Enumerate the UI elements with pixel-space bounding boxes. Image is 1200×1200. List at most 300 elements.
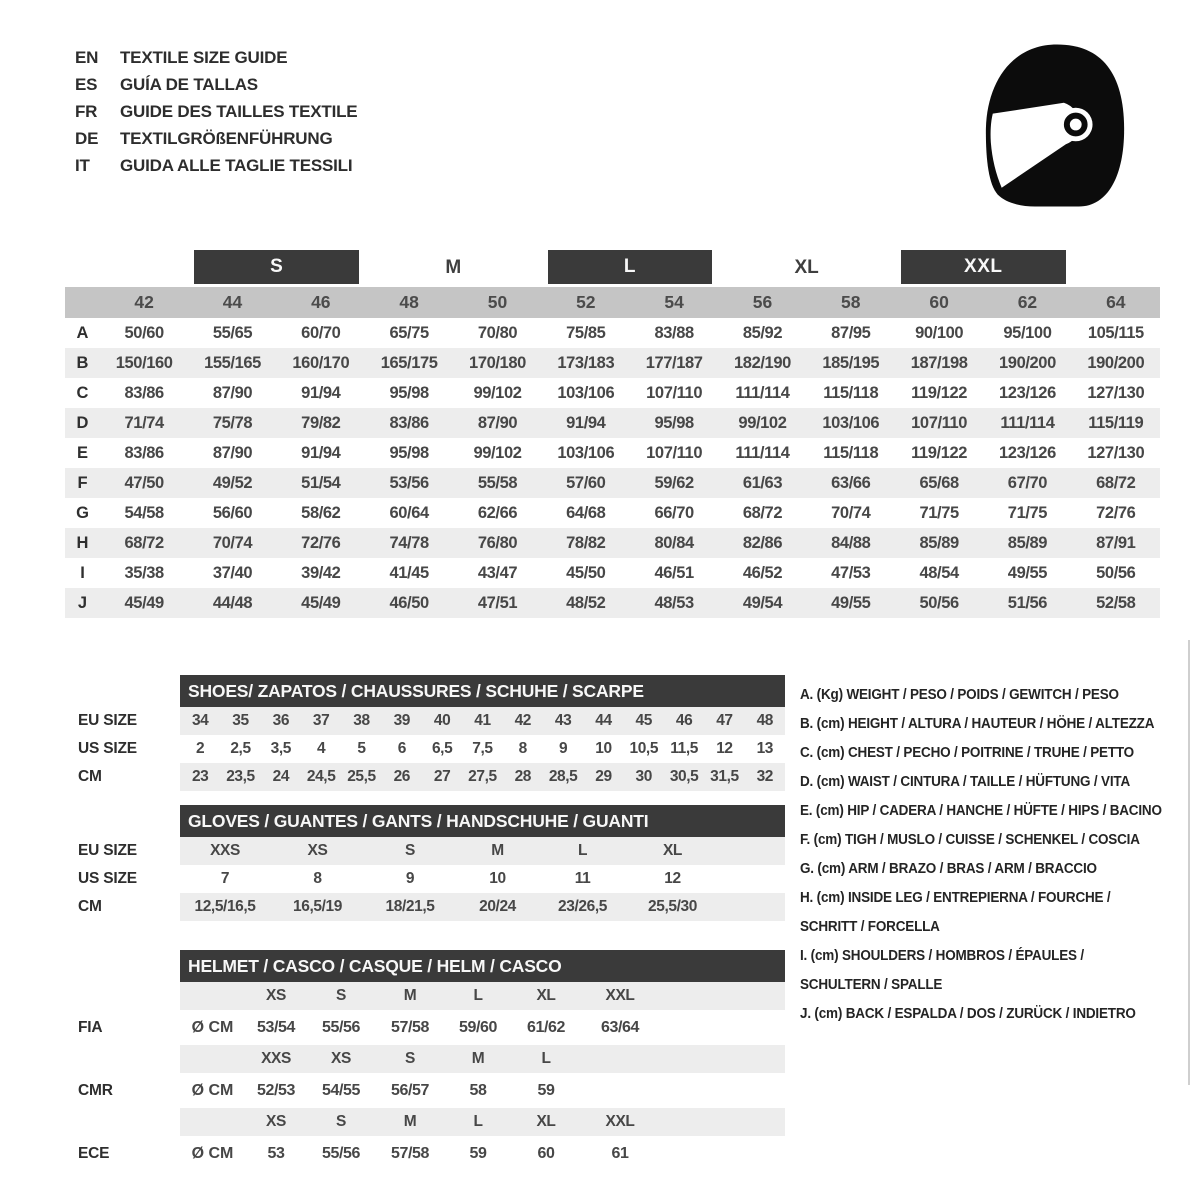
size-value-cell: 82/86 — [742, 533, 783, 552]
size-value-cell: 44/48 — [212, 593, 253, 612]
helmet-size-label: M — [403, 1113, 417, 1130]
size-value-cell: 72/76 — [301, 533, 341, 552]
shoes-value-cell: 6,5 — [431, 740, 453, 757]
gloves-value-cell: L — [577, 842, 588, 859]
size-group-L — [542, 250, 719, 287]
size-value-cell: 51/56 — [1007, 593, 1048, 612]
size-value-cell: 46/52 — [742, 563, 783, 582]
size-number: 46 — [277, 287, 365, 318]
helmet-table — [180, 982, 785, 1171]
size-value-cell: 53/56 — [389, 473, 429, 492]
helmet-title-bar: HELMET / CASCO / CASQUE / HELM / CASCO — [180, 950, 785, 982]
shoes-row-label: EU SIZE — [78, 712, 137, 729]
shoes-value-cell: 38 — [353, 712, 370, 729]
size-value-cell: 95/98 — [389, 383, 429, 402]
shoes-value-cell: 13 — [756, 740, 774, 757]
shoes-title-bar: SHOES/ ZAPATOS / CHAUSSURES / SCHUHE / SCARPE — [180, 675, 785, 707]
size-number: 56 — [718, 287, 806, 318]
size-number: 42 — [100, 287, 188, 318]
shoes-value-cell: 27,5 — [468, 768, 497, 785]
size-value-cell: 107/110 — [646, 443, 703, 462]
helmet-values-row-fia — [180, 1010, 785, 1045]
size-value-cell: 58/62 — [301, 503, 341, 522]
measurement-row-F — [65, 468, 1160, 498]
helmet-size-label: XL — [536, 987, 556, 1004]
size-value-cell: 95/98 — [389, 443, 429, 462]
shoes-value-cell: 25,5 — [347, 768, 376, 785]
gloves-value-cell: XXS — [210, 842, 240, 859]
gloves-row-label: EU SIZE — [78, 842, 137, 859]
language-row — [75, 152, 357, 179]
language-row — [75, 98, 357, 125]
shoes-value-cell: 28 — [514, 768, 532, 785]
shoes-value-cell: 6 — [397, 740, 406, 757]
row-letter: J — [77, 593, 88, 612]
shoes-value-cell: 28,5 — [548, 768, 578, 785]
size-number: 58 — [807, 287, 895, 318]
shoes-row-label: US SIZE — [78, 740, 137, 757]
row-letter: C — [76, 383, 89, 402]
measurement-row-D — [65, 408, 1160, 438]
size-value-cell: 45/50 — [566, 563, 606, 582]
measurement-row-I — [65, 558, 1160, 588]
language-code: EN — [75, 48, 99, 67]
shoes-value-cell: 30,5 — [669, 768, 699, 785]
size-value-cell: 119/122 — [911, 443, 968, 462]
size-value-cell: 95/100 — [1003, 323, 1052, 342]
size-value-cell: 91/94 — [566, 413, 606, 432]
language-title: TEXTILE SIZE GUIDE — [120, 48, 288, 67]
shoes-row-eu-size — [180, 707, 785, 735]
gloves-row-eu-size — [180, 837, 785, 865]
size-value-cell: 60/70 — [301, 323, 341, 342]
helmet-filler-cell — [659, 1010, 785, 1045]
legend-item — [800, 797, 1198, 826]
size-value-cell: 70/74 — [831, 503, 871, 522]
helmet-sizes-row-fia — [180, 982, 785, 1010]
gloves-row-cm — [180, 893, 785, 921]
size-value-cell: 49/55 — [831, 593, 871, 612]
size-value-cell: 111/114 — [1000, 413, 1055, 432]
gloves-value-cell: 10 — [489, 870, 506, 887]
legend-line: B. (cm) HEIGHT / ALTURA / HAUTEUR / HÖHE / ALTEZZA — [800, 716, 1155, 732]
shoes-value-cell: 30 — [635, 768, 652, 785]
helmet-size-label: XXL — [605, 987, 635, 1004]
helmet-size-label: XXL — [605, 1113, 635, 1130]
shoes-value-cell: 3,5 — [270, 740, 291, 757]
measurement-row-E — [65, 438, 1160, 468]
shoes-value-cell: 2,5 — [230, 740, 251, 757]
language-code: IT — [75, 156, 90, 175]
shoes-value-cell: 46 — [675, 712, 693, 729]
shoes-value-cell: 39 — [393, 712, 411, 729]
size-value-cell: 60/64 — [389, 503, 429, 522]
helmet-filler-cell — [659, 1045, 785, 1073]
size-value-cell: 55/58 — [477, 473, 518, 492]
gloves-row-us-size — [180, 865, 785, 893]
size-value-cell: 127/130 — [1087, 383, 1145, 402]
gloves-value-cell: XS — [307, 842, 328, 859]
size-value-cell: 67/70 — [1007, 473, 1048, 492]
helmet-unit-label: Ø CM — [180, 1010, 245, 1045]
gloves-row-label: CM — [78, 898, 102, 915]
helmet-value-cell: 53 — [245, 1136, 307, 1171]
gloves-value-cell: 16,5/19 — [293, 898, 342, 915]
size-group-S — [188, 250, 365, 287]
size-value-cell: 48/52 — [566, 593, 606, 612]
size-value-cell: 65/68 — [919, 473, 959, 492]
size-value-cell: 61/63 — [742, 473, 783, 492]
helmet-value-cell: 54/55 — [307, 1073, 375, 1108]
helmet-value-cell: 59 — [445, 1136, 511, 1171]
helmet-values-row-cmr — [180, 1073, 785, 1108]
helmet-filler-cell — [659, 1108, 785, 1136]
shoes-value-cell: 48 — [756, 712, 774, 729]
shoes-value-cell: 26 — [393, 768, 411, 785]
size-value-cell: 99/102 — [738, 413, 787, 432]
size-value-cell: 80/84 — [654, 533, 694, 552]
size-value-cell: 70/80 — [477, 323, 518, 342]
size-value-cell: 59/62 — [654, 473, 694, 492]
helmet-filler-cell — [659, 1073, 785, 1108]
size-number: 48 — [365, 287, 453, 318]
helmet-size-label: XS — [266, 987, 286, 1004]
size-value-cell: 45/49 — [124, 593, 164, 612]
gloves-table — [180, 837, 785, 921]
legend-line: SCHRITT / FORCELLA — [800, 919, 940, 935]
gloves-row-label: US SIZE — [78, 870, 137, 887]
shoes-value-cell: 29 — [595, 768, 612, 785]
row-letter: F — [77, 473, 88, 492]
gloves-value-cell: 23/26,5 — [558, 898, 607, 915]
measurement-row-A — [65, 318, 1160, 348]
size-value-cell: 85/89 — [1007, 533, 1048, 552]
size-value-cell: 46/51 — [654, 563, 694, 582]
helmet-size-label: L — [473, 1113, 483, 1130]
gloves-value-cell: XL — [662, 842, 682, 859]
helmet-value-cell: 52/53 — [245, 1073, 307, 1108]
shoes-value-cell: 2 — [196, 740, 205, 757]
helmet-sizes-row-cmr — [180, 1045, 785, 1073]
helmet-size-label: XS — [266, 1113, 286, 1130]
size-value-cell: 111/114 — [735, 383, 790, 402]
size-value-cell: 41/45 — [389, 563, 429, 582]
language-code: DE — [75, 129, 99, 148]
size-number: 64 — [1072, 287, 1160, 318]
size-value-cell: 65/75 — [389, 323, 429, 342]
size-value-cell: 91/94 — [301, 383, 341, 402]
helmet-size-label: M — [403, 987, 417, 1004]
shoes-value-cell: 23 — [191, 768, 209, 785]
size-value-cell: 115/118 — [823, 383, 879, 402]
shoes-value-cell: 9 — [559, 740, 568, 757]
helmet-value-cell: 56/57 — [375, 1073, 445, 1108]
size-value-cell: 103/106 — [557, 443, 615, 462]
shoes-row-cm — [180, 763, 785, 791]
shoes-value-cell: 23,5 — [226, 768, 255, 785]
size-value-cell: 50/60 — [124, 323, 164, 342]
row-letter: A — [76, 323, 89, 342]
helmet-value-cell: 53/54 — [245, 1010, 307, 1045]
measurement-row-J — [65, 588, 1160, 618]
shoes-value-cell: 10 — [595, 740, 612, 757]
size-number: 62 — [983, 287, 1071, 318]
size-value-cell: 47/50 — [124, 473, 164, 492]
language-row — [75, 71, 357, 98]
size-value-cell: 190/200 — [999, 353, 1056, 372]
size-value-cell: 99/102 — [473, 383, 522, 402]
legend-line: I. (cm) SHOULDERS / HOMBROS / ÉPAULES / — [800, 948, 1084, 964]
size-value-cell: 87/95 — [831, 323, 871, 342]
row-letter: B — [76, 353, 89, 372]
size-value-cell: 83/86 — [389, 413, 429, 432]
size-group-XXL — [895, 250, 1072, 287]
size-value-cell: 43/47 — [477, 563, 518, 582]
size-value-cell: 50/56 — [1096, 563, 1136, 582]
size-value-cell: 177/187 — [645, 353, 703, 372]
row-letter: I — [80, 563, 85, 582]
size-number: 50 — [453, 287, 541, 318]
size-value-cell: 165/175 — [380, 353, 438, 372]
size-value-cell: 115/119 — [1088, 413, 1144, 432]
size-value-cell: 63/66 — [831, 473, 871, 492]
row-letter: H — [76, 533, 89, 552]
helmet-values-row-ece — [180, 1136, 785, 1171]
helmet-value-cell: 57/58 — [375, 1010, 445, 1045]
shoes-value-cell: 31,5 — [710, 768, 739, 785]
shoes-value-cell: 12 — [716, 740, 733, 757]
helmet-size-label: S — [336, 987, 346, 1004]
legend-line: J. (cm) BACK / ESPALDA / DOS / ZURÜCK / INDIETRO — [800, 1006, 1136, 1022]
size-value-cell: 103/106 — [557, 383, 615, 402]
shoes-value-cell: 37 — [312, 712, 330, 729]
size-value-cell: 85/92 — [742, 323, 783, 342]
helmet-value-cell: 59 — [511, 1073, 581, 1108]
size-value-cell: 66/70 — [654, 503, 694, 522]
helmet-value-cell: 63/64 — [581, 1010, 659, 1045]
size-value-cell: 47/53 — [831, 563, 871, 582]
measurement-row-C — [65, 378, 1160, 408]
size-group-box: S — [194, 250, 359, 284]
language-title: TEXTILGRÖßENFÜHRUNG — [120, 129, 333, 148]
legend-item — [800, 739, 1198, 768]
size-value-cell: 87/90 — [212, 443, 253, 462]
size-value-cell: 85/89 — [919, 533, 959, 552]
size-value-cell: 68/72 — [1096, 473, 1136, 492]
size-value-cell: 107/110 — [646, 383, 703, 402]
helmet-value-cell: 58 — [445, 1073, 511, 1108]
helmet-size-label: S — [405, 1050, 415, 1067]
size-value-cell: 123/126 — [999, 443, 1056, 462]
gloves-value-cell: 20/24 — [479, 898, 516, 915]
size-value-cell: 90/100 — [915, 323, 964, 342]
size-value-cell: 155/165 — [204, 353, 261, 372]
shoes-value-cell: 44 — [595, 712, 612, 729]
helmet-standard-label-cmr: CMR — [78, 1082, 113, 1099]
size-value-cell: 54/58 — [124, 503, 164, 522]
band-spacer — [65, 287, 100, 318]
gloves-filler-cell — [720, 893, 785, 921]
size-value-cell: 87/90 — [477, 413, 518, 432]
shoes-value-cell: 11,5 — [670, 740, 698, 757]
helmet-standard-label-ece: ECE — [78, 1145, 110, 1162]
legend-line: A. (Kg) WEIGHT / PESO / POIDS / GEWITCH / PESO — [800, 687, 1119, 703]
shoes-value-cell: 36 — [272, 712, 290, 729]
size-value-cell: 35/38 — [124, 563, 164, 582]
language-title: GUIDA ALLE TAGLIE TESSILI — [120, 156, 353, 175]
racing-helmet-icon — [976, 38, 1134, 212]
size-value-cell: 76/80 — [477, 533, 518, 552]
size-value-cell: 95/98 — [654, 413, 694, 432]
size-number: 54 — [630, 287, 718, 318]
size-value-cell: 46/50 — [389, 593, 429, 612]
legend-line: C. (cm) CHEST / PECHO / POITRINE / TRUHE / PETTO — [800, 745, 1134, 761]
helmet-sizes-row-ece — [180, 1108, 785, 1136]
size-value-cell: 105/115 — [1087, 323, 1144, 342]
right-border-line — [1188, 640, 1190, 1085]
size-value-cell: 50/56 — [919, 593, 959, 612]
legend-item — [800, 884, 1198, 942]
size-value-cell: 187/198 — [910, 353, 968, 372]
size-value-cell: 48/53 — [654, 593, 694, 612]
language-row — [75, 125, 357, 152]
size-value-cell: 83/86 — [124, 443, 164, 462]
size-number: 52 — [542, 287, 630, 318]
language-title: GUÍA DE TALLAS — [120, 75, 258, 94]
size-value-cell: 49/52 — [212, 473, 253, 492]
shoes-value-cell: 24,5 — [306, 768, 336, 785]
size-group-label: XL — [794, 257, 819, 278]
gloves-value-cell: 12,5/16,5 — [194, 898, 256, 915]
size-value-cell: 103/106 — [822, 413, 880, 432]
size-value-cell: 99/102 — [473, 443, 522, 462]
size-group-label: M — [445, 257, 462, 278]
size-value-cell: 84/88 — [831, 533, 871, 552]
shoes-value-cell: 40 — [433, 712, 451, 729]
measurement-row-H — [65, 528, 1160, 558]
shoes-row-label: CM — [78, 768, 102, 785]
helmet-size-label: L — [473, 987, 483, 1004]
legend-line: SCHULTERN / SPALLE — [800, 977, 943, 993]
gloves-value-cell: 9 — [405, 870, 415, 887]
helmet-value-cell — [581, 1073, 659, 1108]
legend-item — [800, 1000, 1198, 1029]
helmet-unit-label: Ø CM — [180, 1136, 245, 1171]
helmet-sizes-spacer — [180, 1045, 245, 1073]
shoes-value-cell: 24 — [272, 768, 290, 785]
helmet-value-cell: 57/58 — [375, 1136, 445, 1171]
size-value-cell: 52/58 — [1096, 593, 1136, 612]
size-group-box: L — [548, 250, 713, 284]
size-value-cell: 83/86 — [124, 383, 164, 402]
shoes-value-cell: 8 — [518, 740, 527, 757]
gloves-value-cell: 25,5/30 — [648, 898, 697, 915]
shoes-value-cell: 35 — [232, 712, 249, 729]
size-value-cell: 75/78 — [212, 413, 253, 432]
helmet-value-cell: 61 — [581, 1136, 659, 1171]
measurement-row-B — [65, 348, 1160, 378]
shoes-value-cell: 4 — [317, 740, 326, 757]
shoes-value-cell: 7,5 — [472, 740, 493, 757]
legend-line: D. (cm) WAIST / CINTURA / TAILLE / HÜFTUNG / VITA — [800, 774, 1131, 790]
size-value-cell: 68/72 — [742, 503, 783, 522]
size-value-cell: 74/78 — [389, 533, 429, 552]
size-value-cell: 75/85 — [566, 323, 606, 342]
size-value-cell: 127/130 — [1087, 443, 1145, 462]
shoes-value-cell: 45 — [635, 712, 652, 729]
size-value-cell: 39/42 — [301, 563, 341, 582]
size-value-cell: 71/74 — [124, 413, 164, 432]
shoes-table — [180, 707, 785, 791]
helmet-filler-cell — [659, 1136, 785, 1171]
size-value-cell: 71/75 — [1007, 503, 1048, 522]
helmet-size-label: XL — [536, 1113, 556, 1130]
size-value-cell: 49/54 — [742, 593, 783, 612]
helmet-size-label: XS — [331, 1050, 351, 1067]
helmet-size-label: XXS — [261, 1050, 291, 1067]
size-number: 60 — [895, 287, 983, 318]
size-value-cell: 56/60 — [212, 503, 253, 522]
legend-line: F. (cm) TIGH / MUSLO / CUISSE / SCHENKEL / COSCIA — [800, 832, 1140, 848]
helmet-standard-label-fia: FIA — [78, 1019, 103, 1036]
size-value-cell: 45/49 — [301, 593, 341, 612]
size-value-cell: 37/40 — [212, 563, 253, 582]
gloves-value-cell: M — [491, 842, 504, 859]
size-value-cell: 64/68 — [566, 503, 606, 522]
row-letter: D — [76, 413, 89, 432]
legend-item — [800, 768, 1198, 797]
measurement-legend — [800, 681, 1198, 1029]
size-value-cell: 185/195 — [822, 353, 880, 372]
size-value-cell: 115/118 — [823, 443, 879, 462]
size-number: 44 — [188, 287, 276, 318]
size-value-cell: 49/55 — [1007, 563, 1048, 582]
size-group-box: XXL — [901, 250, 1066, 284]
size-value-cell: 47/51 — [477, 593, 518, 612]
legend-line: G. (cm) ARM / BRAZO / BRAS / ARM / BRACCIO — [800, 861, 1097, 877]
size-value-cell: 87/90 — [212, 383, 253, 402]
language-row — [75, 44, 357, 71]
helmet-value-cell: 55/56 — [307, 1136, 375, 1171]
gloves-value-cell: S — [405, 842, 415, 859]
language-title-list — [75, 44, 357, 179]
shoes-value-cell: 32 — [756, 768, 774, 785]
size-value-cell: 70/74 — [212, 533, 253, 552]
shoes-value-cell: 43 — [554, 712, 572, 729]
size-value-cell: 87/91 — [1096, 533, 1136, 552]
size-value-cell: 72/76 — [1096, 503, 1136, 522]
shoes-value-cell: 34 — [191, 712, 209, 729]
gloves-title-bar: GLOVES / GUANTES / GANTS / HANDSCHUHE / GUANTI — [180, 805, 785, 837]
language-title: GUIDE DES TAILLES TEXTILE — [120, 102, 358, 121]
size-group-spacer — [65, 250, 188, 287]
helmet-value-cell: 60 — [511, 1136, 581, 1171]
gloves-filler-cell — [720, 865, 785, 893]
helmet-unit-label: Ø CM — [180, 1073, 245, 1108]
size-group-header-row — [65, 250, 1160, 287]
size-value-cell: 111/114 — [735, 443, 790, 462]
helmet-filler-cell — [659, 982, 785, 1010]
size-value-cell: 48/54 — [919, 563, 959, 582]
size-value-cell: 55/65 — [212, 323, 253, 342]
size-value-cell: 173/183 — [557, 353, 615, 372]
shoes-value-cell: 27 — [433, 768, 451, 785]
row-letter: G — [76, 503, 89, 522]
helmet-value-cell: 61/62 — [511, 1010, 581, 1045]
size-value-cell: 78/82 — [566, 533, 606, 552]
gloves-value-cell: 12 — [664, 870, 681, 887]
helmet-size-label: M — [471, 1050, 485, 1067]
